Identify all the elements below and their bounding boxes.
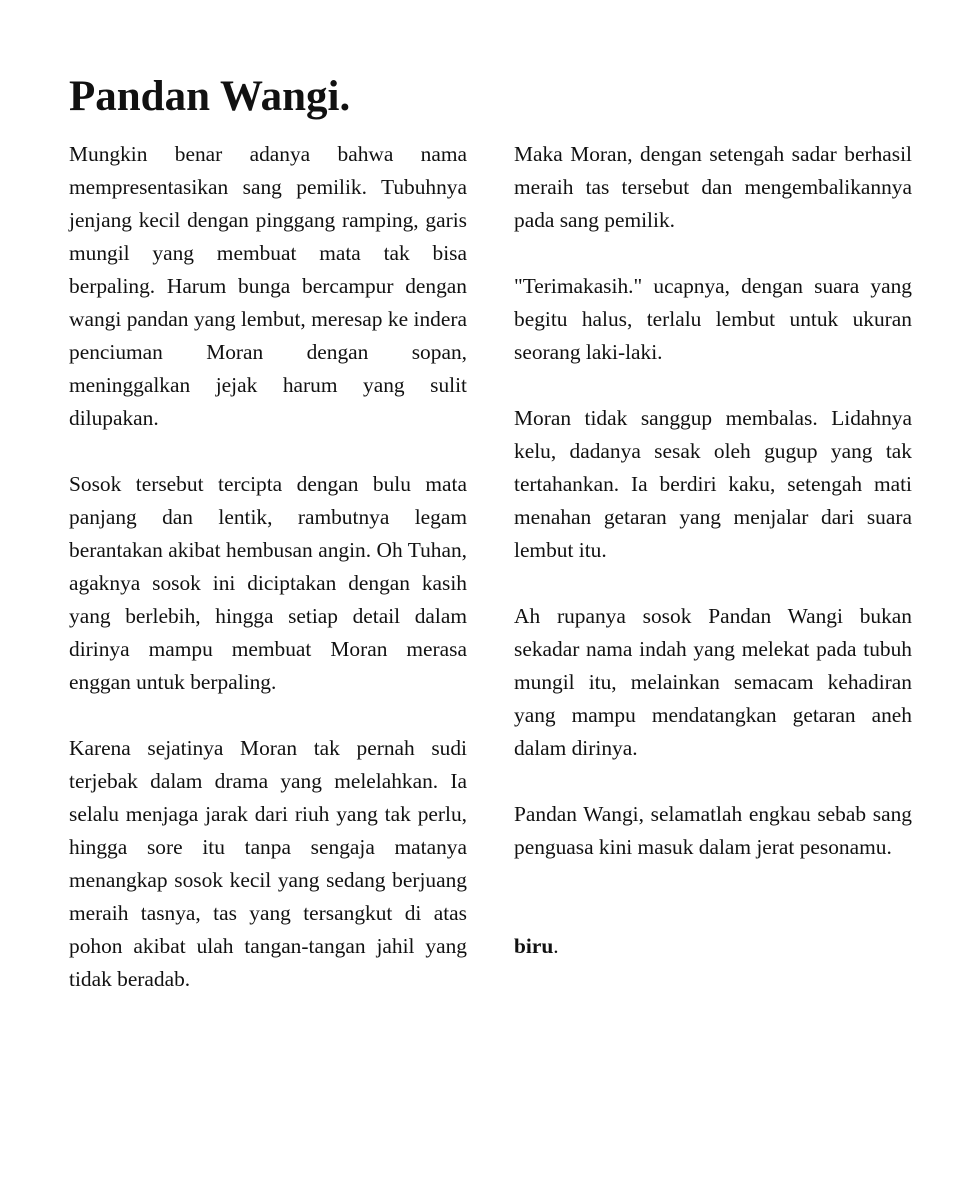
paragraph: Karena sejatinya Moran tak pernah sudi terjebak dalam drama yang melelahkan. Ia selalu menjaga jarak dari riuh yang tak perlu, hingga sore itu tanpa sengaja matanya menangkap sosok kecil yang sedang berjuang meraih tasnya, tas yang tersangkut di atas pohon akibat ulah tangan-tangan jahil yang tidak beradab. — [69, 736, 467, 991]
paragraph: Moran tidak sanggup membalas. Lidahnya kelu, dadanya sesak oleh gugup yang tak tertahankan. Ia berdiri kaku, setengah mati menahan getaran yang menjalar dari suara lembut itu. — [514, 406, 912, 562]
author-signature — [514, 930, 912, 963]
signature-punctuation: . — [553, 934, 559, 958]
page-title: Pandan Wangi. — [69, 73, 351, 120]
paragraph: "Terimakasih." ucapnya, dengan suara yang begitu halus, terlalu lembut untuk ukuran seorang laki-laki. — [514, 274, 912, 364]
right-column — [514, 138, 912, 963]
paragraph: Pandan Wangi, selamatlah engkau sebab sang penguasa kini masuk dalam jerat pesonamu. — [514, 802, 912, 859]
paragraph: Maka Moran, dengan setengah sadar berhasil meraih tas tersebut dan mengembalikannya pada sang pemilik. — [514, 142, 912, 232]
author-name: biru — [514, 934, 554, 958]
paragraph: Ah rupanya sosok Pandan Wangi bukan sekadar nama indah yang melekat pada tubuh mungil itu, melainkan semacam kehadiran yang mampu mendatangkan getaran aneh dalam dirinya. — [514, 604, 912, 760]
paragraph: Mungkin benar adanya bahwa nama mempresentasikan sang pemilik. Tubuhnya jenjang kecil dengan pinggang ramping, garis mungil yang membuat mata tak bisa berpaling. Harum bunga bercampur dengan wangi pandan yang lembut, meresap ke indera penciuman Moran dengan sopan, meninggalkan jejak harum yang sulit dilupakan. — [69, 142, 467, 430]
left-column — [69, 138, 467, 1029]
paragraph: Sosok tersebut tercipta dengan bulu mata panjang dan lentik, rambutnya legam berantakan akibat hembusan angin. Oh Tuhan, agaknya sosok ini diciptakan dengan kasih yang berlebih, hingga setiap detail dalam dirinya mampu membuat Moran merasa enggan untuk berpaling. — [69, 472, 467, 694]
